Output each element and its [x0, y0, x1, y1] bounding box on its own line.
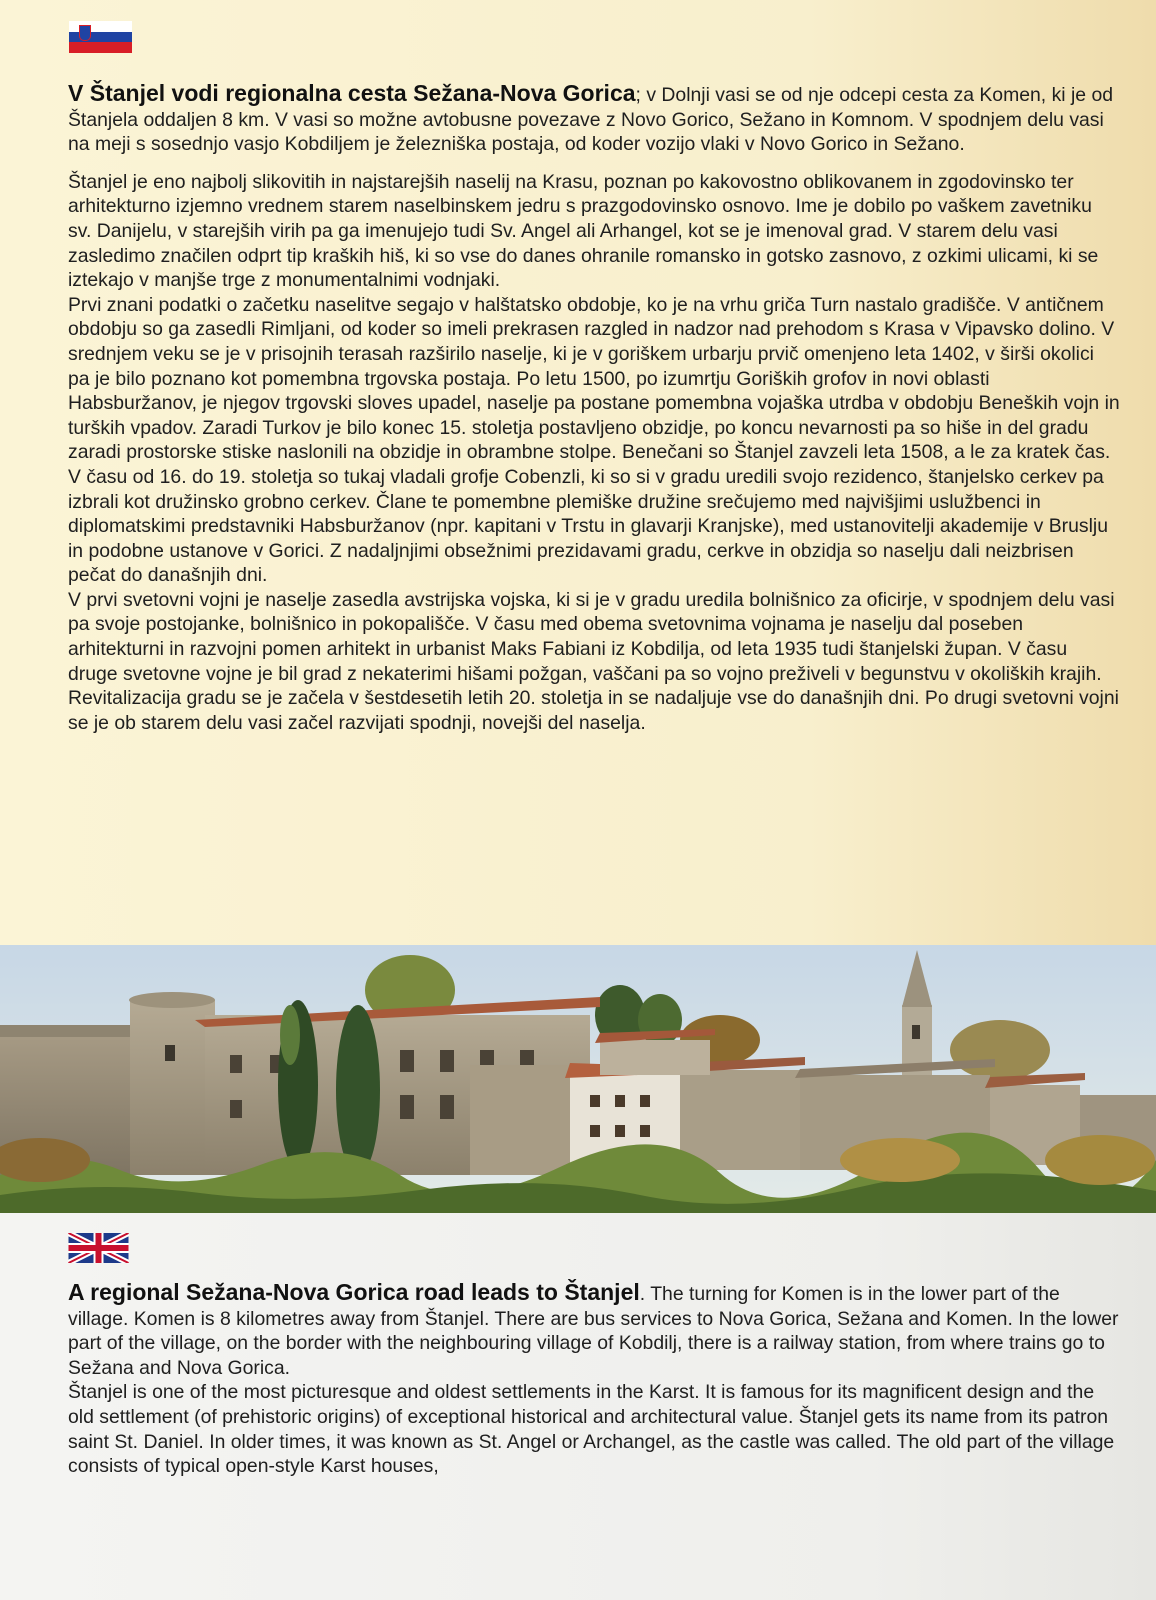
si-paragraph-1-text: ; v Dolnji vasi se od nje odcepi cesta za Komen, ki je od Štanjela oddaljen 8 km. V vasi so možne avtobusne povezave z Novo Gorico, Sežano in Komnom. V spodnjem delu vasi na meji s sosednjo vasjo Kobdiljem je železniška postaja, od koder vozijo vlaki v Novo Gorico in Sežano.: [68, 84, 1114, 156]
en-paragraph-1-text: . The turning for Komen is in the lower part of the village. Komen is 8 kilometres away from Štanjel. There are bus services to Nova Gorica, Sežana and Komen. In the lower part of the village, on the border with the neighbouring village of Kobdilj, there is a railway station, from where trains go to Sežana and Nova Gorica.: [68, 1283, 1119, 1379]
castle-village-photo: [0, 945, 1156, 1213]
si-lead-heading: V Štanjel vodi regionalna cesta Sežana-Nova Gorica: [68, 80, 636, 106]
en-paragraph-1: [68, 1280, 1120, 1380]
en-lead-heading: A regional Sežana-Nova Gorica road leads to Štanjel: [68, 1279, 640, 1305]
si-paragraph-2: Štanjel je eno najbolj slikovitih in najstarejših naselij na Krasu, poznan po kakovostno oblikovanem in zgodovinsko ter arhitekturno izjemno vrednem starem naselbinskem jedru s prazgodovinsko osnovo. Ime je dobilo po vaškem zavetniku sv. Danijelu, v starejših virih pa ga imenujejo tudi Sv. Angel ali Arhangel, kot se je imenoval grad. V starem delu vasi zasledimo značilen odprt tip kraških hiš, ki so vse do danes ohranile romansko in gotsko zasnovo, z ozkimi ulicami, ki se iztekajo v manjše trge z monumentalnimi vodnjaki.: [68, 170, 1099, 292]
slovenian-flag-icon: [69, 21, 132, 53]
slovenian-text: [68, 81, 1120, 735]
en-paragraph-2: Štanjel is one of the most picturesque and oldest settlements in the Karst. It is famous for its magnificent design and the old settlement (of prehistoric origins) of exceptional historical and architectural value. Štanjel gets its name from its patron saint St. Daniel. In older times, it was known as St. Angel or Archangel, as the castle was called. The old part of the village consists of typical open-style Karst houses,: [68, 1381, 1115, 1478]
si-paragraph-3: Prvi znani podatki o začetku naselitve segajo v halštatsko obdobje, ko je na vrhu griča Turn nastalo gradišče. V antičnem obdobju so ga zasedli Rimljani, od koder so imeli prekrasen razgled in nadzor nad prehodom s Krasa v Vipavsko dolino. V srednjem veku se je v prisojnih terasah razširilo naselje, ki je v goriškem urbarju prvič omenjeno leta 1402, v širši okolici pa je bilo poznano kot pomembna trgovska postaja. Po letu 1500, po izumrtju Goriških grofov in novi oblasti Habsburžanov, je njegov trgovski sloves upadel, naselje pa postane pomembna vojaška utrdba v obdobju Beneških vojn in turških vpadov. Zaradi Turkov je bilo konec 15. stoletja postavljeno obzidje, po koncu nevarnosti pa so hiše in del gradu zaradi prostorske stiske naslonili na obzidje in obrambne stolpe. Benečani so Štanjel zavzeli leta 1508, a le za kratek čas. V času od 16. do 19. stoletja so tukaj vladali grofje Cobenzli, ki so si v gradu uredili svojo rezidenco, štanjelsko cerkev pa izbrali kot družinsko grobno cerkev. Člane te pomembne plemiške družine srečujemo med najvišjimi uslužbenci in diplomatskimi predstavniki Habsburžanov (npr. kapitani v Trstu in glavarji Kranjske), med ustanovitelji akademije v Bruslju in podobne ustanove v Gorici. Z nadaljnjimi obsežnimi prezidavami gradu, cerkve in obzidja so naselju dali neizbrisen pečat do današnjih dni.: [68, 293, 1120, 587]
si-paragraph-1: [68, 81, 1120, 157]
si-paragraph-4: V prvi svetovni vojni je naselje zasedla avstrijska vojska, ki si je v gradu uredila bolnišnico za oficirje, v spodnjem delu vasi pa svoje postojanke, bolnišnico in pokopališče. V času med obema svetovnima vojnama je naselju dal poseben arhitekturni in razvojni pomen arhitekt in urbanist Maks Fabiani iz Kobdilja, od leta 1935 tudi štanjelski župan. V času druge svetovne vojne je bil grad z nekaterimi hišami požgan, vaščani pa so vojno preživeli v begunstvu v okoliških krajih. Revitalizacija gradu se je začela v šestdesetih letih 20. stoletja in se nadaljuje vse do današnjih dni. Po drugi svetovni vojni se je ob starem delu vasi začel razvijati spodnji, novejši del naselja.: [68, 588, 1119, 734]
british-flag-icon: [68, 1233, 129, 1263]
english-text: [68, 1280, 1120, 1479]
